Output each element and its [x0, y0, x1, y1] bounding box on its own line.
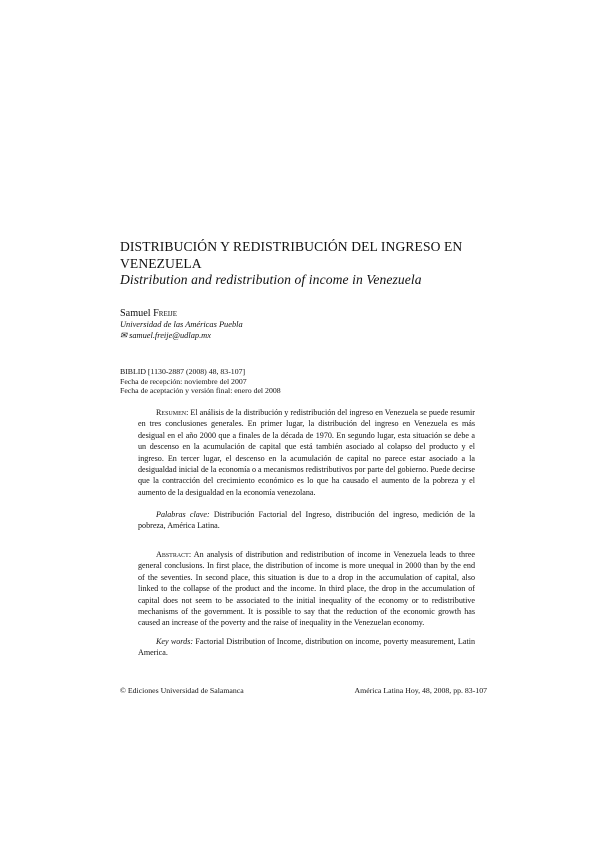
footer-publisher: © Ediciones Universidad de Salamanca	[120, 686, 244, 695]
resumen-label: Resumen:	[156, 408, 189, 417]
acceptance-date: Fecha de aceptación y versión final: enero del 2008	[120, 386, 281, 396]
article-title-block	[120, 239, 490, 289]
abstract-keywords	[138, 636, 475, 659]
author-last-name: Freije	[153, 308, 178, 319]
author-name	[120, 308, 177, 319]
article-metadata	[120, 367, 490, 396]
abstract-keywords-text: Factorial Distribution of Income, distribution on income, poverty measurement, Latin America.	[138, 637, 476, 658]
author-email: ✉ samuel.freije@udlap.mx	[120, 331, 211, 340]
author-affiliation: Universidad de las Américas Puebla	[120, 320, 243, 329]
resumen-paragraph	[138, 407, 475, 498]
author-first-name: Samuel	[120, 308, 151, 319]
abstract-keywords-label: Key words:	[156, 637, 194, 646]
resumen-keywords-label: Palabras clave:	[156, 510, 210, 519]
abstract-paragraph	[138, 549, 475, 629]
resumen-keywords-text: Distribución Factorial del Ingreso, distribución del ingreso, medición de la pobreza, América Latina.	[138, 510, 475, 531]
resumen-text: El análisis de la distribución y redistribución del ingreso en Venezuela se puede resumir en tres conclusiones generales. En primer lugar, la distribución del ingreso en Venezuela es más desigual en el año 2000 que a finales de la década de 1970. En segundo lugar, esta situación se debe a un descenso en la acumulación de capital que está también asociado al colapso del producto y el ingreso. En tercer lugar, el descenso en la acumulación de capital no parece estar asociado a la desigualdad inicial de la economía o a mecanismos redistributivos por parte del gobierno. Puede decirse que la contracción del crecimiento económico es lo que ha causado el aumento de la pobreza y el aumento de la desigualdad en la economía venezolana.	[138, 408, 475, 497]
article-title: DISTRIBUCIÓN Y REDISTRIBUCIÓN DEL INGRESO EN VENEZUELA	[120, 239, 463, 271]
reception-date: Fecha de recepción: noviembre del 2007	[120, 376, 247, 386]
biblid: BIBLID [1130-2887 (2008) 48, 83-107]	[120, 367, 246, 376]
page-footer	[120, 686, 487, 695]
footer-citation: América Latina Hoy, 48, 2008, pp. 83-107	[354, 686, 487, 695]
resumen-keywords	[138, 509, 475, 532]
abstract-text: An analysis of distribution and redistribution of income in Venezuela leads to three general conclusions. In first place, the distribution of income is more unequal in 2000 than by the end of the seventies. In second place, this situation is due to a drop in the accumulation of capital, also linked to the collapse of the product and the income. In third place, the drop in the accumulation of capital does not seem to be associated to the initial inequality of the economy or to redistributive mechanisms of the government. It is possible to say that the reduction of the economic growth has caused an increase of the poverty and the raise of inequality in the Venezuelan economy.	[138, 550, 475, 628]
abstract-label: Abstract:	[156, 550, 192, 559]
author-block	[120, 308, 490, 341]
article-title-english: Distribution and redistribution of income in Venezuela	[120, 272, 422, 287]
